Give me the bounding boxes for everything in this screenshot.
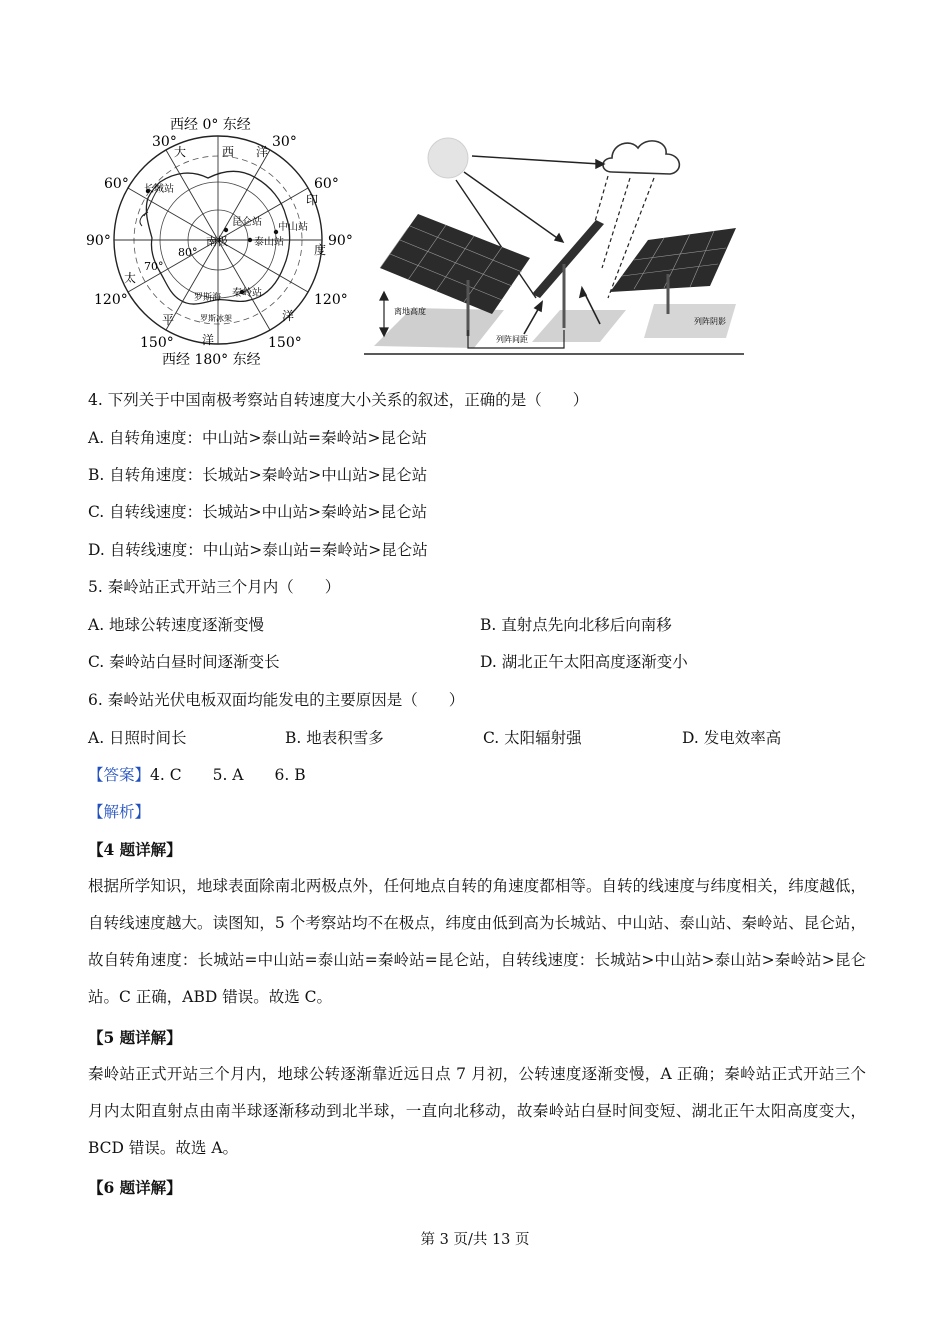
map-deg-30-left: 30° [152, 134, 177, 150]
map-ocean-ping: 平 [162, 313, 175, 327]
map-ocean-yang: 洋 [256, 145, 269, 159]
map-deg-120-left: 120° [94, 292, 128, 308]
q5-option-a[interactable]: A. 地球公转速度逐渐变慢 [88, 616, 265, 634]
answer-line [88, 765, 306, 785]
middle-solar-panel [532, 220, 604, 298]
map-deg-60-left: 60° [104, 176, 129, 192]
page-footer: 第 3 页/共 13 页 [420, 1232, 530, 1248]
map-ocean-xi: 西 [222, 145, 235, 159]
map-bottom-label: 西经 180° 东经 [162, 352, 261, 368]
map-ocean-yang3: 洋 [202, 333, 215, 347]
map-ocean-tai: 太 [124, 271, 137, 285]
detail4-body: 根据所学知识，地球表面除南北两极点外，任何地点自转的角速度都相等。自转的线速度与纬度相关，纬度越低，自转线速度越大。读图知，5 个考察站均不在极点，纬度由低到高为长城站、中山站、泰山站、秦岭站、昆仑站，故自转角速度：长城站=中山站=泰山站=秦岭站=昆仑站，自转线速度：长城站>中山站>泰山站>秦岭站>昆仑站。C 正确，ABD 错误。故选 C。 [88, 877, 866, 1006]
q6-stem: 6. 秦岭站光伏电板双面均能发电的主要原因是（ ） [88, 691, 465, 709]
q5-option-c[interactable]: C. 秦岭站白昼时间逐渐变长 [88, 653, 280, 671]
detail5-title: 【5 题详解】 [88, 1028, 182, 1047]
sun-icon [428, 138, 468, 178]
map-south-pole: 南极 [206, 235, 228, 248]
q6-option-a[interactable]: A. 日照时间长 [88, 729, 187, 747]
detail4-title: 【4 题详解】 [88, 840, 182, 859]
map-top-label: 西经 0° 东经 [170, 117, 251, 133]
map-deg-150-right: 150° [268, 335, 302, 351]
map-ocean-du: 度 [314, 243, 327, 257]
map-ocean-yang2: 洋 [282, 309, 295, 323]
analysis-label: 【解析】 [88, 803, 151, 821]
map-deg-120-right: 120° [314, 292, 348, 308]
map-ross-sea: 罗斯海 [194, 293, 222, 303]
right-solar-panel [610, 228, 736, 292]
map-station-kunlun: 昆仑站 [232, 217, 262, 228]
solar-panel-diagram [364, 128, 746, 360]
height-label: 离地高度 [394, 307, 426, 316]
shadow-label: 列阵阴影 [694, 317, 726, 326]
map-deg-90-right: 90° [328, 233, 353, 249]
map-lat-80: 80° [178, 246, 198, 259]
map-deg-150-left: 150° [140, 335, 174, 351]
q4-option-b[interactable]: B. 自转角速度：长城站>秦岭站>中山站>昆仑站 [88, 466, 428, 484]
spacing-label: 列阵间距 [496, 335, 528, 344]
map-ocean-yin: 印 [306, 193, 319, 207]
q6-option-d[interactable]: D. 发电效率高 [682, 729, 782, 747]
q4-option-c[interactable]: C. 自转线速度：长城站>中山站>秦岭站>昆仑站 [88, 503, 428, 521]
detail6-title: 【6 题详解】 [88, 1178, 182, 1197]
q5-stem: 5. 秦岭站正式开站三个月内（ ） [88, 578, 341, 596]
map-deg-90-left: 90° [86, 233, 111, 249]
q6-option-b[interactable]: B. 地表积雪多 [285, 729, 384, 747]
antarctic-map [86, 112, 362, 370]
map-ocean-da: 大 [174, 145, 187, 159]
q4-stem: 4. 下列关于中国南极考察站自转速度大小关系的叙述，正确的是（ ） [88, 391, 589, 409]
q4-option-d[interactable]: D. 自转线速度：中山站>泰山站=秦岭站>昆仑站 [88, 541, 428, 559]
q5-option-b[interactable]: B. 直射点先向北移后向南移 [480, 616, 672, 634]
map-station-taishan: 泰山站 [254, 237, 284, 248]
map-station-zhongshan: 中山站 [278, 222, 308, 233]
map-deg-30-right: 30° [272, 134, 297, 150]
map-station-changcheng: 长城站 [144, 184, 174, 195]
cloud-icon [603, 141, 679, 174]
map-deg-60-right: 60° [314, 176, 339, 192]
map-station-qinling: 秦岭站 [232, 288, 262, 299]
answer-label: 【答案】 [88, 766, 151, 784]
q5-option-d[interactable]: D. 湖北正午太阳高度逐渐变小 [480, 653, 688, 671]
detail5-body: 秦岭站正式开站三个月内，地球公转逐渐靠近远日点 7 月初，公转速度逐渐变慢，A 正确；秦岭站正式开站三个月内太阳直射点由南半球逐渐移动到北半球，一直向北移动，故秦岭站白昼时间变短、湖北正午太阳高度变大，BCD 错误。故选 A。 [88, 1065, 866, 1157]
map-lat-70: 70° [144, 260, 164, 273]
map-ross-shelf: 罗斯冰架 [200, 314, 232, 323]
answer-value: 4. C 5. A 6. B [150, 766, 306, 784]
q6-option-c[interactable]: C. 太阳辐射强 [483, 729, 582, 747]
q4-option-a[interactable]: A. 自转角速度：中山站>泰山站=秦岭站>昆仑站 [88, 429, 428, 447]
